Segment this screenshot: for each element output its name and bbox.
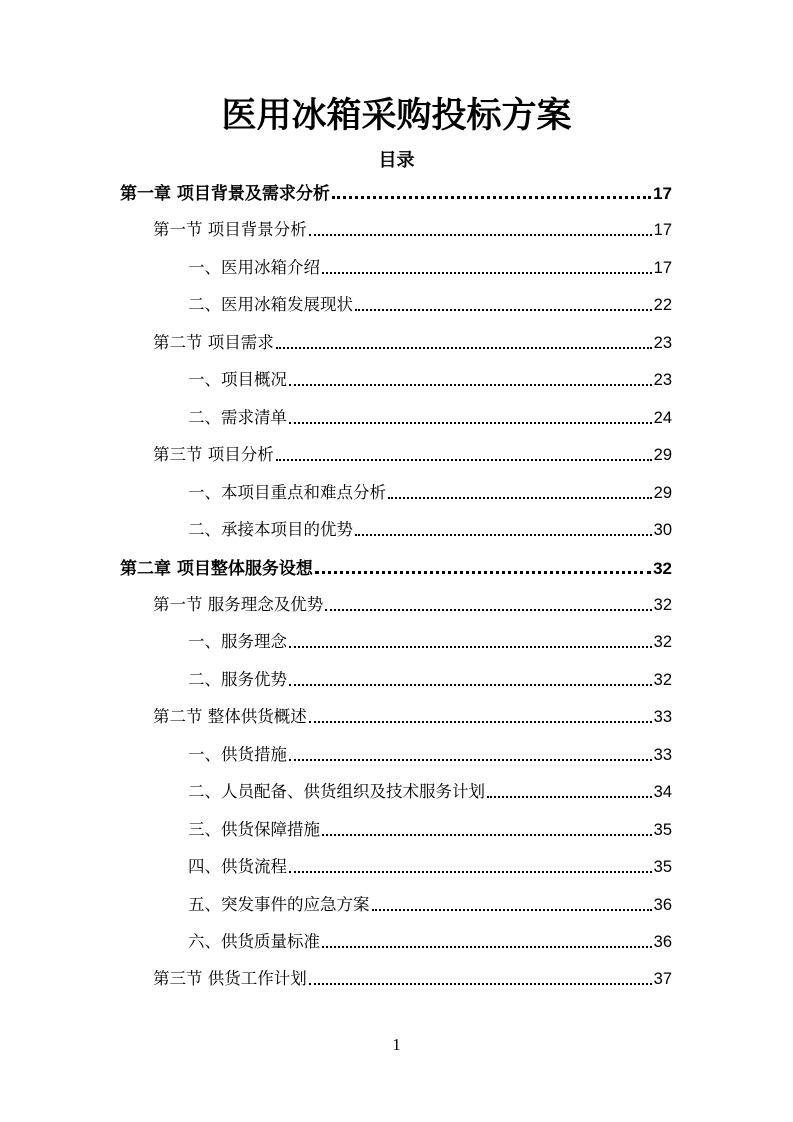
toc-entry-label: 第一节 项目背景分析 [153,220,307,240]
toc-entry-page: 32 [653,633,672,652]
toc-section-entry[interactable] [153,329,672,357]
toc-entry-page: 36 [653,895,672,914]
toc-item-entry[interactable] [188,628,672,656]
dot-leader [309,234,652,236]
toc-entry-page: 17 [653,258,672,277]
dot-leader [289,759,652,761]
toc-entry-page: 30 [653,521,672,540]
toc-entry-label: 一、本项目重点和难点分析 [188,482,386,502]
toc-item-entry[interactable] [188,741,672,769]
toc-entry-label: 五、突发事件的应急方案 [188,894,370,914]
toc-entry-page: 17 [653,184,672,203]
toc-entry-page: 34 [653,783,672,802]
toc-entry-page: 22 [653,296,672,315]
toc-heading: 目录 [378,150,415,171]
toc-item-entry[interactable] [188,291,672,319]
dot-leader [372,909,652,911]
toc-item-entry[interactable] [188,404,672,432]
toc-section-entry[interactable] [153,965,672,993]
toc-entry-label: 第一节 服务理念及优势 [153,594,324,614]
toc-entry-page: 23 [653,333,672,352]
toc-entry-page: 36 [653,933,672,951]
toc-entry-label: 四、供货流程 [188,857,287,877]
toc-entry-label: 六、供货质量标准 [188,932,320,951]
toc-item-entry[interactable] [188,928,672,956]
dot-leader [322,946,652,948]
dot-leader [289,646,652,648]
toc-section-entry[interactable] [153,591,672,619]
toc-item-entry[interactable] [188,254,672,282]
toc-item-entry[interactable] [188,778,672,806]
dot-leader [289,684,652,686]
dot-leader [332,196,651,199]
toc-entry-label: 二、需求清单 [188,407,287,427]
toc-entry-page: 29 [653,446,672,465]
toc-entry-page: 35 [653,820,672,839]
dot-leader [322,834,652,836]
toc-entry-label: 第二节 项目需求 [153,332,274,352]
toc-entry-page: 24 [653,408,672,427]
dot-leader [325,609,651,611]
page-number: 1 [392,1035,401,1054]
toc-chapter-entry[interactable] [120,554,672,582]
dot-leader [315,571,651,574]
dot-leader [289,384,652,386]
toc-chapter-entry[interactable] [120,179,672,207]
document-title: 医用冰箱采购投标方案 [221,96,572,136]
toc-entry-label: 一、供货措施 [188,744,287,764]
toc-entry-label: 第二节 整体供货概述 [153,707,307,727]
toc-entry-label: 第三节 供货工作计划 [153,969,307,989]
toc-entry-page: 37 [653,970,672,989]
toc-entry-label: 一、项目概况 [188,370,287,390]
dot-leader [355,309,652,311]
dot-leader [309,983,652,985]
toc-item-entry[interactable] [188,891,672,919]
dot-leader [322,272,652,274]
toc-item-entry[interactable] [188,816,672,844]
toc-entry-page: 32 [653,670,672,689]
toc-entry-label: 一、服务理念 [188,632,287,652]
toc-item-entry[interactable] [188,366,672,394]
dot-leader [289,871,652,873]
toc-entry-label: 二、承接本项目的优势 [188,520,353,540]
toc-section-entry[interactable] [153,441,672,469]
toc-section-entry[interactable] [153,216,672,244]
dot-leader [487,796,652,798]
toc-entry-page: 23 [653,371,672,390]
dot-leader [355,534,652,536]
toc-entry-label: 第三节 项目分析 [153,445,274,465]
toc-entry-page: 32 [653,558,672,578]
dot-leader [276,459,652,461]
toc-item-entry[interactable] [188,516,672,544]
toc-entry-page: 35 [653,858,672,877]
toc-item-entry[interactable] [188,479,672,507]
dot-leader [309,721,652,723]
dot-leader [289,422,652,424]
toc-entry-page: 33 [653,708,672,727]
toc-item-entry[interactable] [188,666,672,694]
dot-leader [276,347,652,349]
toc-entry-label: 二、人员配备、供货组织及技术服务计划 [188,782,485,802]
toc-item-entry[interactable] [188,853,672,881]
dot-leader [388,497,652,499]
toc-entry-page: 29 [653,483,672,502]
toc-entry-label: 二、医用冰箱发展现状 [188,295,353,315]
toc-entry-label: 一、医用冰箱介绍 [188,257,320,277]
toc-section-entry[interactable] [153,703,672,731]
toc-entry-label: 第二章 项目整体服务设想 [120,558,313,579]
toc-entry-page: 32 [653,595,672,614]
toc-entry-label: 三、供货保障措施 [188,819,320,839]
toc-entry-page: 17 [653,221,672,240]
toc-entry-page: 33 [653,745,672,764]
toc-entry-label: 二、服务优势 [188,669,287,689]
toc-entry-label: 第一章 项目背景及需求分析 [120,184,330,204]
